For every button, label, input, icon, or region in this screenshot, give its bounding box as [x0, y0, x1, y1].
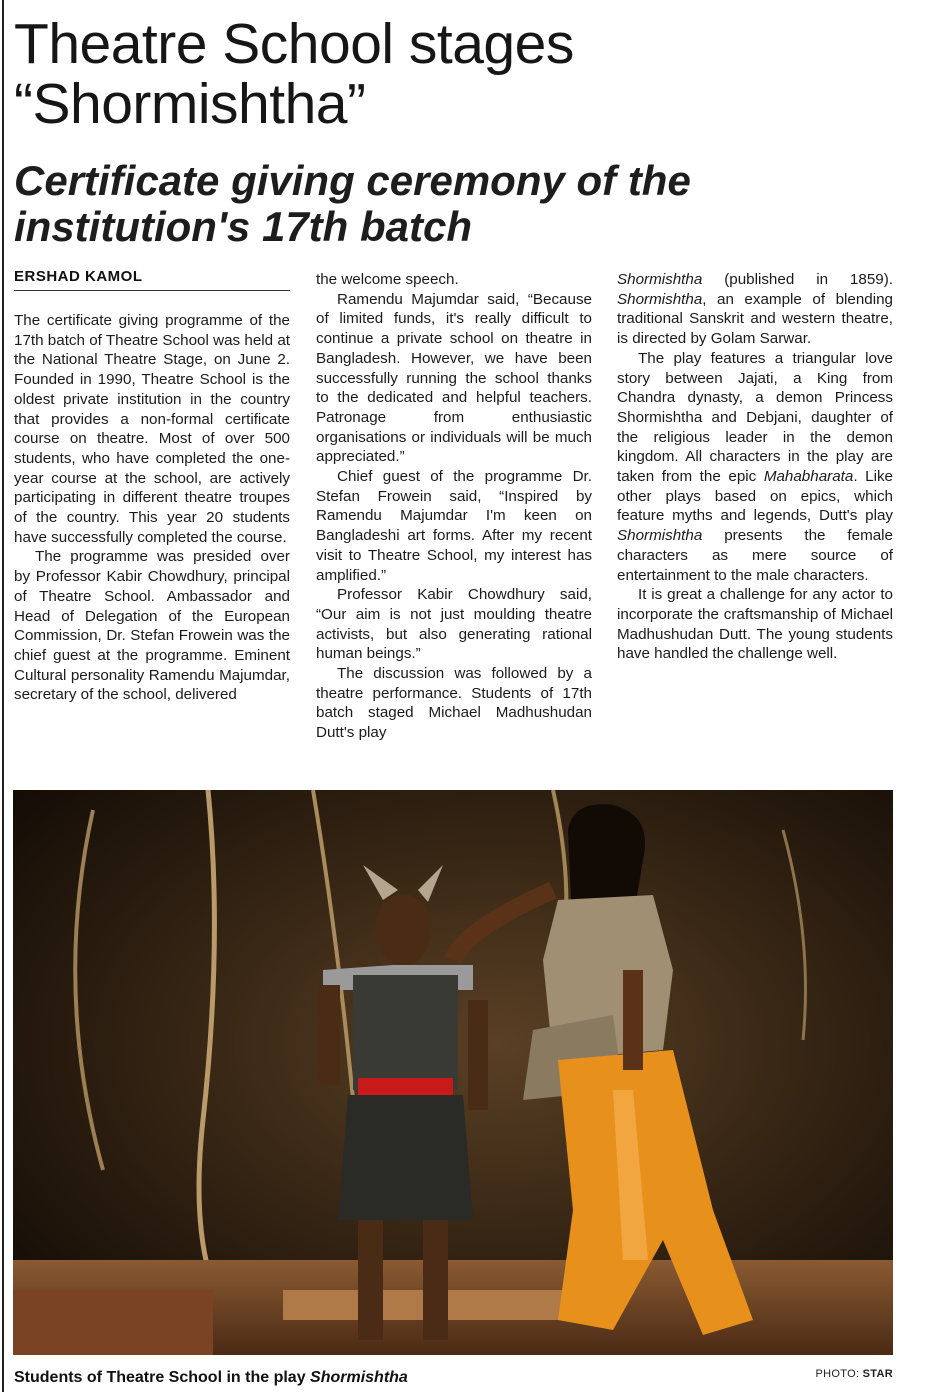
article-column-2: [316, 270, 592, 743]
caption-play-title: Shormishtha: [310, 1369, 408, 1386]
subheadline-line-2: institution's 17th batch: [14, 203, 473, 250]
headline-line-2: “Shormishtha”: [14, 72, 366, 136]
text-run: . Like other plays based on epics, which feature myths and legends, Dutt's play: [617, 468, 893, 525]
credit-source: STAR: [862, 1368, 893, 1380]
caption-text: Students of Theatre School in the play: [14, 1369, 311, 1386]
paragraph: It is great a challenge for any actor to incorporate the craftsmanship of Michael Madhushudan Dutt. The young students have handled the challenge well.: [617, 586, 893, 663]
paragraph: Ramendu Majumdar said, “Because of limited funds, it's really difficult to continue a private school on theatre in Bangladesh. However, we have been successfully running the school thanks to the dedicated and helpful teachers. Patronage from enthusiastic organisations or individuals will be much appreciated.”: [316, 290, 592, 466]
play-title: Shormishtha: [617, 271, 703, 288]
headline-line-1: Theatre School stages: [14, 12, 574, 76]
epic-title: Mahabharata: [763, 468, 854, 486]
article-column-3: [617, 270, 893, 664]
text-run: presents the female characters as mere source of entertainment to the male characters.: [617, 527, 893, 584]
subheadline: [14, 158, 894, 250]
paragraph: Professor Kabir Chowdhury said, “Our aim is not just moulding theatre activists, but also generating rational human beings.”: [316, 586, 592, 663]
article-column-1: [14, 311, 290, 705]
paragraph: Chief guest of the programme Dr. Stefan Frowein said, “Inspired by Ramendu Majumdar I'm keen on Bangladeshi art forms. After my recent visit to Theatre School, my interest has amplified.”: [316, 468, 592, 584]
byline: ERSHAD KAMOL: [14, 268, 290, 291]
stage-photo: [13, 790, 893, 1355]
text-run: The play features a triangular love story between Jajati, a King from Chandra dynasty, a demon Princess Shormishtha and Debjani, daughter of the religious leader in the demon kingdom. All characters in the play are taken from the epic: [617, 349, 893, 486]
paragraph: The certificate giving programme of the 17th batch of Theatre School was held at the National Theatre Stage, on June 2. Founded in 1990, Theatre School is the oldest private institution in the country that provides a non-formal certificate course on theatre. Most of over 500 students, who have completed the one-year course at the school, are actively participating in different theatre troupes of the country. This year 20 students have successfully completed the course.: [14, 312, 290, 546]
page-left-rule: [2, 0, 4, 1392]
text-run: (published in 1859).: [702, 271, 893, 288]
stage-step: [13, 1290, 213, 1355]
credit-label: PHOTO:: [815, 1368, 863, 1380]
photo-credit: [816, 1368, 893, 1380]
play-title: Shormishtha: [617, 527, 703, 545]
paragraph: The discussion was followed by a theatre performance. Students of 17th batch staged Michael Madhushudan Dutt's play: [316, 665, 592, 742]
photo-caption: [14, 1369, 408, 1387]
headline: [14, 14, 894, 134]
stage-photo-illustration: [13, 790, 893, 1355]
paragraph: The programme was presided over by Professor Kabir Chowdhury, principal of Theatre School. Ambassador and Head of Delegation of the European Commission, Dr. Stefan Frowein was the chief guest at the programme. Eminent Cultural personality Ramendu Majumdar, secretary of the school, delivered: [14, 548, 290, 704]
play-title: Shormishtha: [617, 290, 703, 308]
paragraph: the welcome speech.: [316, 271, 459, 288]
paragraph: [617, 349, 893, 585]
paragraph: [617, 270, 893, 349]
subheadline-line-1: Certificate giving ceremony of the: [14, 157, 691, 204]
text-run: , an example of blending traditional Sanskrit and western theatre, is directed by Golam Sarwar.: [617, 290, 893, 348]
